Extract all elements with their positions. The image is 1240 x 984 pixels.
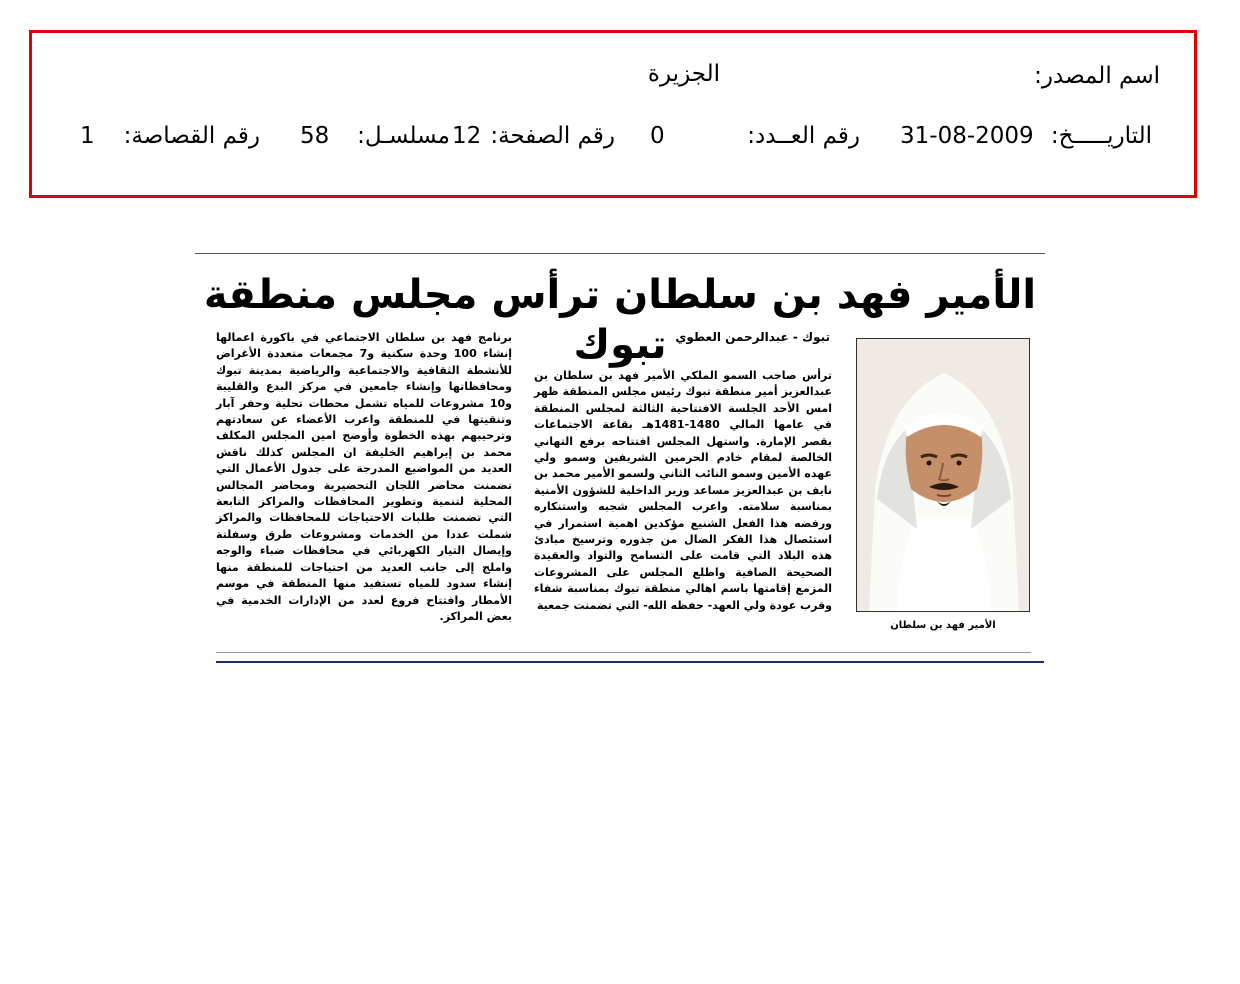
source-value: الجزيرة <box>647 61 720 87</box>
page-value: 12 <box>452 123 482 149</box>
source-label: اسم المصدر: <box>1034 63 1160 89</box>
photo-caption: الأمير فهد بن سلطان <box>890 620 996 631</box>
page-label: رقم الصفحة: <box>490 123 615 149</box>
issue-label: رقم العــدد: <box>747 123 860 149</box>
source-info-box <box>29 30 1197 198</box>
clip-value: 1 <box>80 123 95 149</box>
article-byline: تبوك - عبدالرحمن العطوي <box>675 330 830 344</box>
date-label: التاريـــــخ: <box>1050 123 1152 149</box>
date-value: 31-08-2009 <box>900 123 1034 149</box>
bottom-rule-thin <box>216 652 1031 653</box>
article-headline: الأمير فهد بن سلطان ترأس مجلس منطقة تبوك <box>203 272 1037 368</box>
top-rule <box>195 253 1045 254</box>
portrait-image <box>857 339 1030 612</box>
issue-value: 0 <box>650 123 665 149</box>
article-column-left: برنامج فهد بن سلطان الاجتماعي في باكورة اعمالها إنشاء 100 وحدة سكنية و7 مجمعات متعددة الأغراض للأنشطة الثقافية والاجتماعية والرياضية بمدينة تبوك ومحافظاتها وإنشاء جامعين في مركز البدع والقليبة و10 مشروعات للمياه تشمل محطات تحلية وحفر آبار وتنقيتها في للمنطقة واعرب الأعضاء عن سعادتهم وترحيبهم بهذه الخطوة وأوضح امين المجلس المكلف محمد بن إبراهيم الخليفة ان المجلس كذلك ناقش العديد من المواضيع المدرجة على جدول الأعمال التي تضمنت محاضر اللجان التحضيرية ومحاضر المجالس المحلية لتنمية وتطوير المحافظات والمراكز التابعة التي تضمنت طلبات الاحتياجات للمحافظات والمراكز شملت عددا من الخدمات ومشروعات طرق وسفلتة وإيصال التيار الكهربائي في محافظات ضباء والوجه واملج إلى جانب العديد من احتياجات للمنطقة منها إنشاء سدود للمياه تستفيد منها المنطقة في موسم الأمطار وافتتاح فروع لعدد من الإدارات الخدمية في بعض المراكز. <box>216 331 512 623</box>
portrait-photo <box>856 338 1030 612</box>
serial-value: 58 <box>300 123 330 149</box>
serial-label: مسلسـل: <box>357 123 450 149</box>
article-column-right: ترأس صاحب السمو الملكي الأمير فهد بن سلطان بن عبدالعزيز أمير منطقة تبوك رئيس مجلس المنطقة ظهر امس الأحد الجلسة الافتتاحية الثالثة لمجلس المنطقة في عامها المالي 1480-1481هـ بقاعة الاجتماعات بقصر الإمارة. واستهل المجلس افتتاحه برفع التهاني الخالصة لمقام خادم الحرمين الشريفين وسمو ولي عهده الأمين وسمو النائب الثاني ولسمو الأمير محمد بن نايف بن عبدالعزيز مساعد وزير الداخلية للشؤون الأمنية بمناسبة سلامته. واعرب المجلس شجبه واستنكاره ورفضه هذا الفعل الشنيع مؤكدين اهمية استمرار في استئصال هذا الفكر الضال من جذوره وترسيخ مبادئ هذه البلاد التي قامت على التسامح والتواد والعقيدة الصحيحة الصافية واطلع المجلس على المشروعات المزمع إقامتها باسم اهالي منطقة تبوك بمناسبة شفاء وقرب عودة ولي العهد- حفظه الله- التي تضمنت جمعية <box>534 369 832 612</box>
clip-label: رقم القصاصة: <box>123 123 260 149</box>
bottom-rule <box>216 661 1044 663</box>
newspaper-clipping <box>190 248 1050 668</box>
